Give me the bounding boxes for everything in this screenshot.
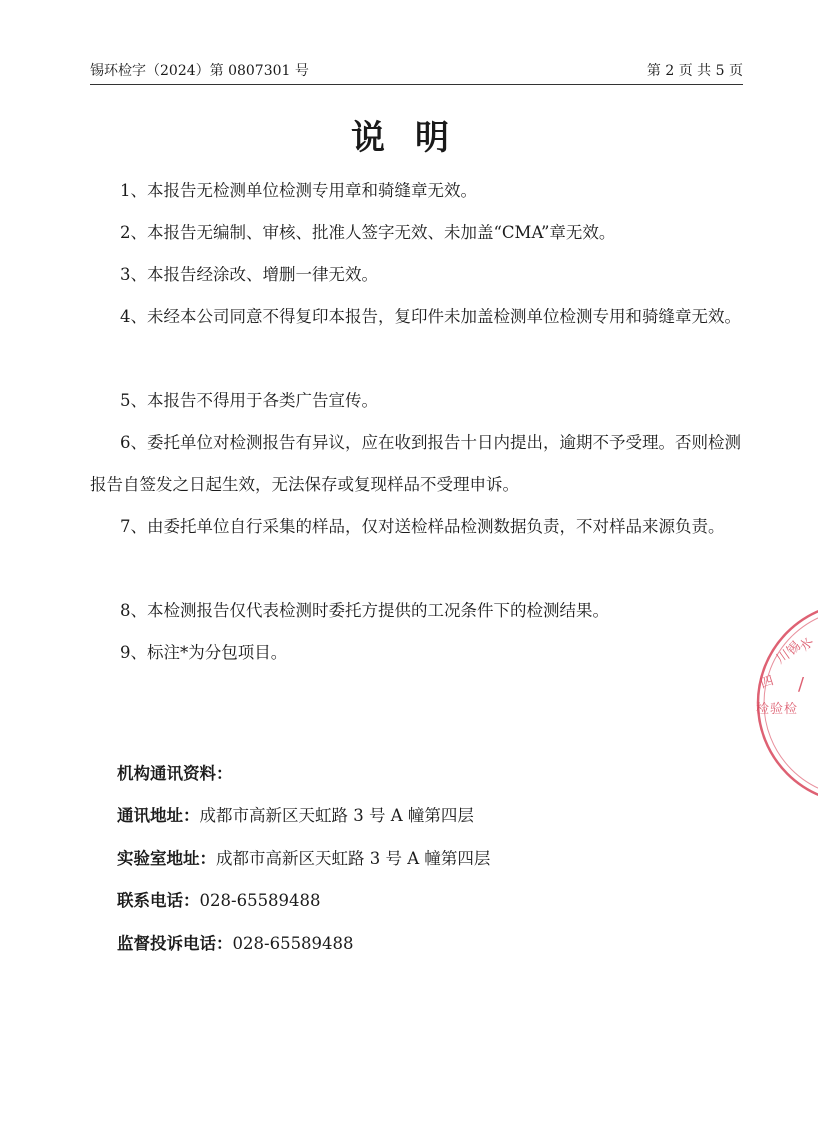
svg-text:验: 验	[770, 702, 784, 717]
svg-text:水: 水	[796, 635, 817, 655]
note-item-9: 9、标注*为分包项目。	[120, 643, 288, 662]
page-header	[90, 58, 743, 85]
note-item-4: 4、未经本公司同意不得复印本报告，复印件未加盖检测单位检测专用和骑缝章无效。	[120, 307, 741, 326]
svg-text:四: 四	[758, 673, 776, 692]
note-item-6: 6、委托单位对检测报告有异议，应在收到报告十日内提出，逾期不予受理。否则检测报告自签发之日起生效，无法保存或复现样品不受理申诉。	[90, 433, 741, 494]
phone-label: 联系电话：	[117, 891, 200, 910]
complaint-label: 监督投诉电话：	[117, 934, 233, 953]
note-item-2: 2、本报告无编制、审核、批准人签字无效、未加盖“CMA”章无效。	[120, 223, 616, 242]
inspection-seal-stamp	[748, 628, 818, 778]
contact-heading: 机构通讯资料：	[117, 764, 233, 783]
lab-value: 成都市高新区天虹路 3 号 A 幢第四层	[216, 849, 491, 868]
contact-complaint	[117, 930, 354, 954]
lab-label: 实验室地址：	[117, 849, 216, 868]
address-value: 成都市高新区天虹路 3 号 A 幢第四层	[199, 806, 474, 825]
note-item-1: 1、本报告无检测单位检测专用章和骑缝章无效。	[120, 181, 477, 200]
note-item-5: 5、本报告不得用于各类广告宣传。	[120, 391, 378, 410]
note-item-3: 3、本报告经涂改、增删一律无效。	[120, 265, 378, 284]
svg-text:/: /	[798, 674, 805, 695]
svg-text:检: 检	[756, 702, 770, 717]
svg-text:川: 川	[773, 647, 793, 668]
svg-text:锡: 锡	[784, 639, 805, 659]
address-label: 通讯地址：	[117, 806, 200, 825]
complaint-value: 028-65589488	[232, 934, 354, 953]
note-item-8: 8、本检测报告仅代表检测时委托方提供的工况条件下的检测结果。	[120, 601, 609, 620]
contact-address	[117, 802, 474, 826]
page-title: 说明	[351, 118, 479, 158]
svg-text:检: 检	[784, 702, 798, 717]
note-item-7: 7、由委托单位自行采集的样品，仅对送检样品检测数据负责，不对样品来源负责。	[120, 517, 725, 536]
contact-phone	[117, 887, 321, 911]
contact-lab-address	[117, 845, 490, 869]
phone-value: 028-65589488	[199, 891, 321, 910]
report-number: 锡环检字（2024）第 0807301 号	[90, 63, 309, 79]
page-info: 第 2 页 共 5 页	[646, 63, 743, 79]
